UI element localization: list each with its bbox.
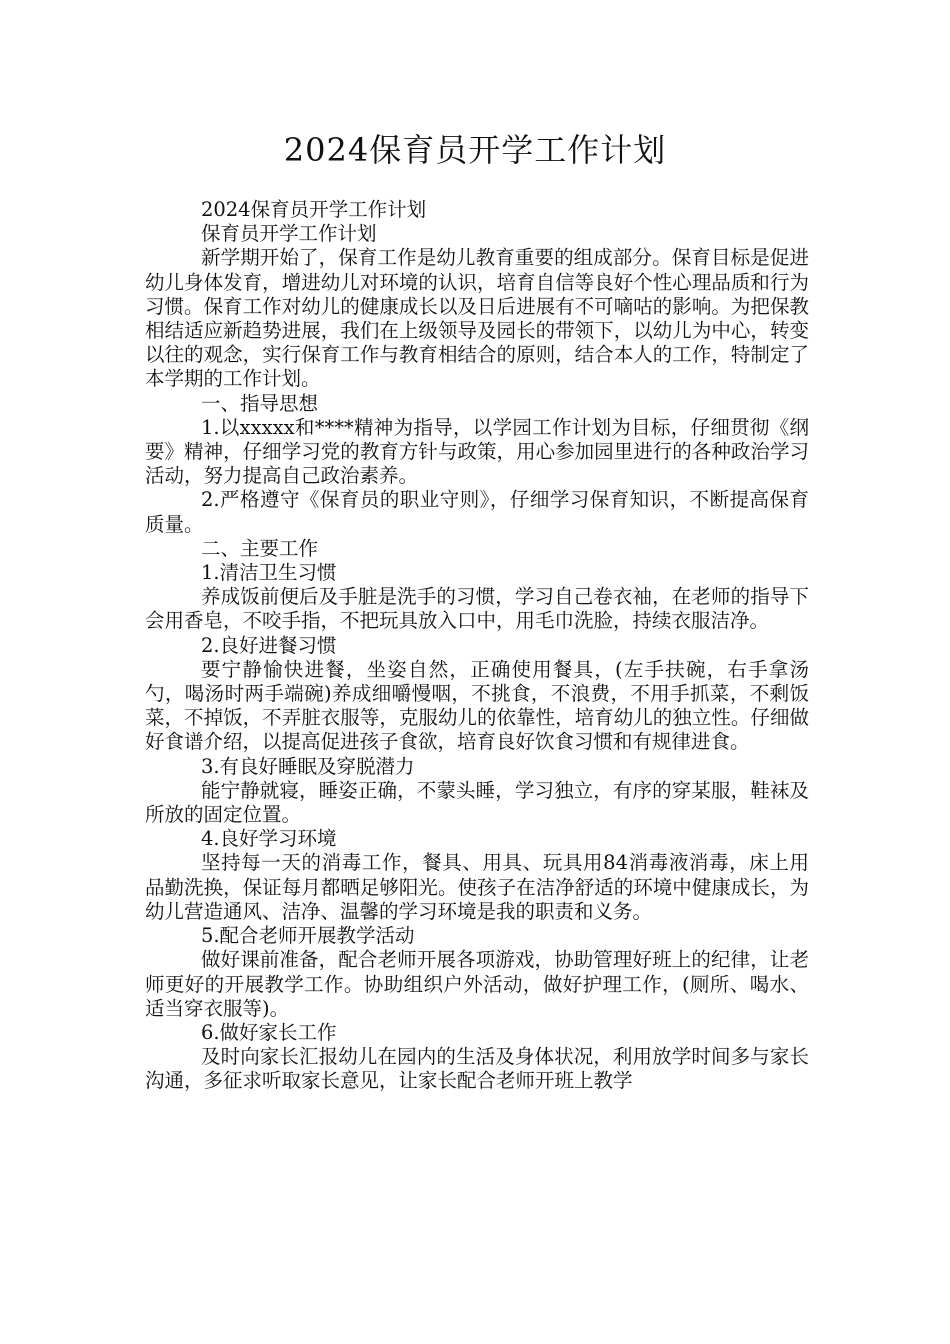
subsection-heading: 3.有良好睡眠及穿脱潜力 xyxy=(200,754,415,778)
paragraph: 1.以xxxxx和****精神为指导，以学园工作计划为目标，仔细贯彻《纲要》精神，仔细学习党的教育方针与政策，用心参加园里进行的各种政治学习活动，努力提高自己政治素养。 xyxy=(145,415,809,488)
subsection-heading: 5.配合老师开展教学活动 xyxy=(200,924,415,948)
paragraph: 能宁静就寝，睡姿正确，不蒙头睡，学习独立，有序的穿某服，鞋袜及所放的固定位置。 xyxy=(145,778,809,827)
paragraph: 要宁静愉快进餐，坐姿自然，正确使用餐具，(左手扶碗，右手拿汤勺，喝汤时两手端碗)养成细嚼慢咽，不挑食，不浪费，不用手抓菜，不剩饭菜，不掉饭，不弄脏衣服等，克服幼儿的依靠性，培育幼儿的独立性。仔细做好食谱介绍，以提高促进孩子食欲，培育良好饮食习惯和有规律进食。 xyxy=(145,657,809,754)
section-heading: 一、指导思想 xyxy=(200,391,318,415)
paragraph-intro: 新学期开始了，保育工作是幼儿教育重要的组成部分。保育目标是促进幼儿身体发育，增进幼儿对环境的认识，培育自信等良好个性心理品质和行为习惯。保育工作对幼儿的健康成长以及日后进展有不可嘀咕的影响。为把保教相结适应新趋势进展，我们在上级领导及园长的带领下，以幼儿为中心，转变以往的观念，实行保育工作与教育相结合的原则，结合本人的工作，特制定了本学期的工作计划。 xyxy=(145,246,809,391)
subsection-heading: 6.做好家长工作 xyxy=(200,1020,337,1044)
document-body xyxy=(145,198,809,1094)
subsection-heading: 1.清洁卫生习惯 xyxy=(200,561,337,585)
subsection-heading: 2.良好进餐习惯 xyxy=(200,633,337,657)
paragraph-subtitle-2: 保育员开学工作计划 xyxy=(200,222,377,246)
paragraph: 养成饭前便后及手脏是洗手的习惯，学习自己卷衣袖，在老师的指导下会用香皂，不咬手指，不把玩具放入口中，用毛巾洗脸，持续衣服洁净。 xyxy=(145,585,809,633)
paragraph-subtitle: 2024保育员开学工作计划 xyxy=(200,198,427,221)
paragraph: 2.严格遵守《保育员的职业守则》，仔细学习保育知识，不断提高保育质量。 xyxy=(145,488,809,536)
paragraph: 及时向家长汇报幼儿在园内的生活及身体状况，利用放学时间多与家长沟通，多征求听取家长意见，让家长配合老师开班上教学 xyxy=(145,1045,809,1093)
section-heading: 二、主要工作 xyxy=(200,536,318,560)
document-title: 2024保育员开学工作计划 xyxy=(283,131,667,169)
paragraph: 坚持每一天的消毒工作，餐具、用具、玩具用84消毒液消毒，床上用品勤洗换，保证每月都晒足够阳光。使孩子在洁净舒适的环境中健康成长，为幼儿营造通风、洁净、温馨的学习环境是我的职责和义务。 xyxy=(145,851,809,923)
subsection-heading: 4.良好学习环境 xyxy=(200,827,337,851)
paragraph: 做好课前准备，配合老师开展各项游戏，协助管理好班上的纪律，让老师更好的开展教学工作。协助组织户外活动，做好护理工作，(厕所、喝水、适当穿衣服等)。 xyxy=(145,948,809,1020)
